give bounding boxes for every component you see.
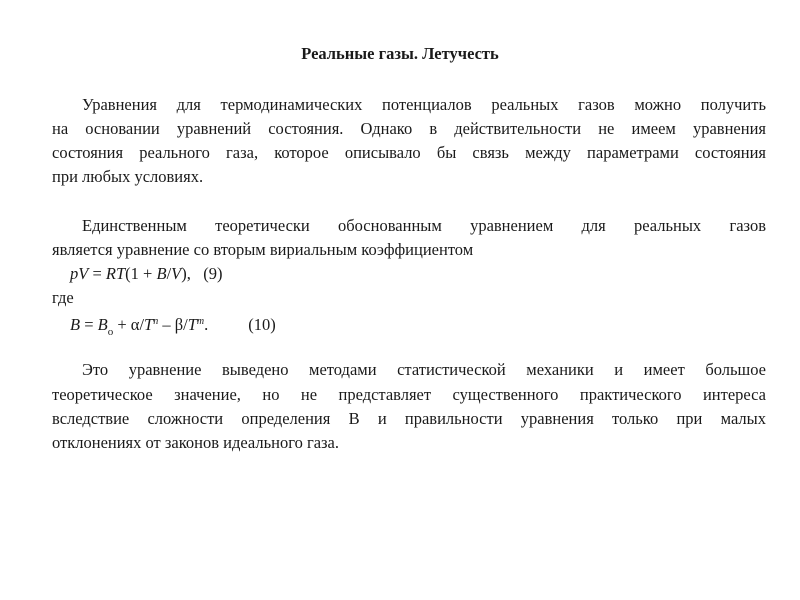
page-title: Реальные газы. Летучесть xyxy=(301,44,499,63)
paragraph-1-line: на основании уравнений состояния. Однако в действительности не имеем уравнения xyxy=(52,119,766,138)
paragraph-2-line: является уравнение со вторым вириальным коэффициентом xyxy=(52,240,474,259)
equation-number: (9) xyxy=(203,264,223,283)
paragraph-3-line: вследствие сложности определения B и правильности уравнения только при малых xyxy=(52,409,766,428)
paragraph-1-line: при любых условиях. xyxy=(52,167,204,186)
paragraph-3-line: Это уравнение выведено методами статистической механики и имеет большое xyxy=(82,360,766,379)
paragraph-3-line: теоретическое значение, но не представляет существенного практического интереса xyxy=(52,385,766,404)
where-label: где xyxy=(52,288,74,307)
equation-10: $B = B_o + \alpha/T^n - \beta/T^m$. (10) xyxy=(70,315,276,338)
paragraph-1-line: Уравнения для термодинамических потенциалов реальных газов можно получить xyxy=(82,95,766,114)
paragraph-3-line: отклонениях от законов идеального газа. xyxy=(52,433,340,452)
equation-9: pV = RT(1 + B/V), (9) xyxy=(70,264,223,283)
paragraph-1-line: состояния реального газа, которое описывало бы связь между параметрами состояния xyxy=(52,143,766,162)
paragraph-2-line: Единственным теоретически обоснованным уравнением для реальных газов xyxy=(82,216,766,235)
equation-number: (10) xyxy=(248,315,276,334)
